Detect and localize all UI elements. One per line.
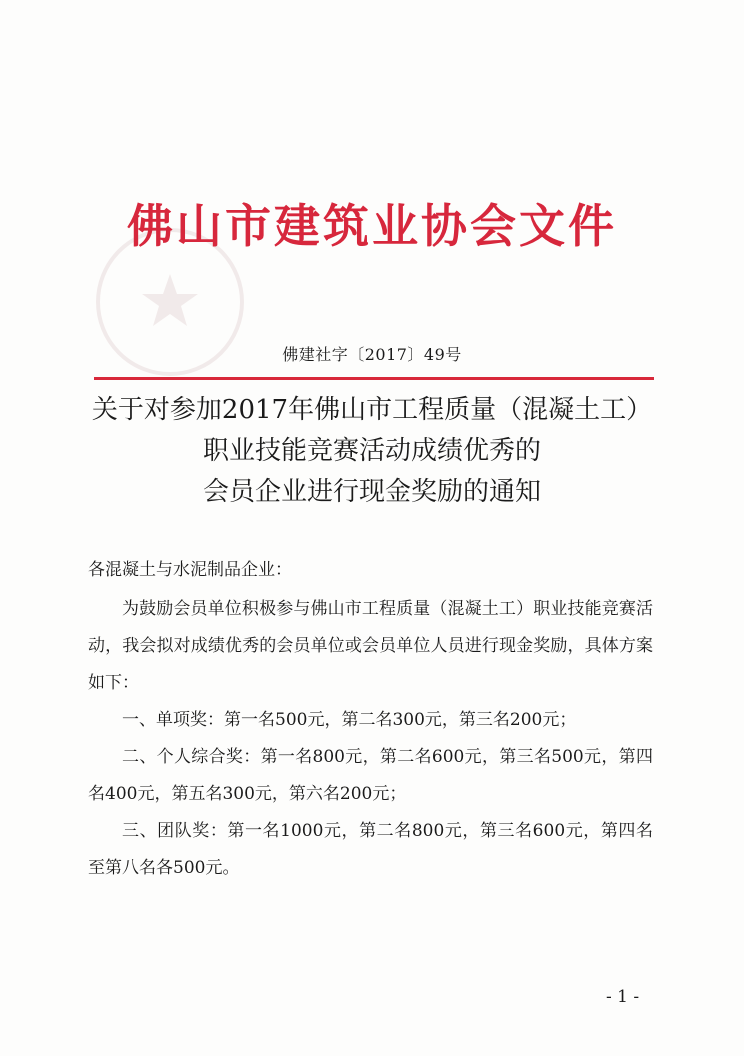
title-line-2: 职业技能竞赛活动成绩优秀的 [202,436,541,466]
page-number: - 1 - [606,987,640,1007]
notice-body [88,552,653,887]
notice-title [0,390,744,513]
title-line-1: 关于对参加2017年佛山市工程质量（混凝土工） [91,395,653,425]
paragraph-intro: 为鼓励会员单位积极参与佛山市工程质量（混凝土工）职业技能竞赛活动，我会拟对成绩优秀的会员单位或会员单位人员进行现金奖励，具体方案如下： [88,599,653,693]
masthead-title: 佛山市建筑业协会文件 [127,199,617,253]
document-number: 佛建社字〔2017〕49号 [282,345,462,364]
title-line-3: 会员企业进行现金奖励的通知 [202,477,541,507]
paragraph-individual-award: 二、个人综合奖：第一名800元，第二名600元，第三名500元，第四名400元，第五名300元，第六名200元； [88,747,653,804]
paragraph-team-award: 三、团队奖：第一名1000元，第二名800元，第三名600元，第四名至第八名各500元。 [88,821,653,878]
paragraph-single-award: 一、单项奖：第一名500元，第二名300元，第三名200元； [122,710,577,730]
salutation: 各混凝土与水泥制品企业： [88,560,292,580]
red-divider-rule [94,377,654,380]
